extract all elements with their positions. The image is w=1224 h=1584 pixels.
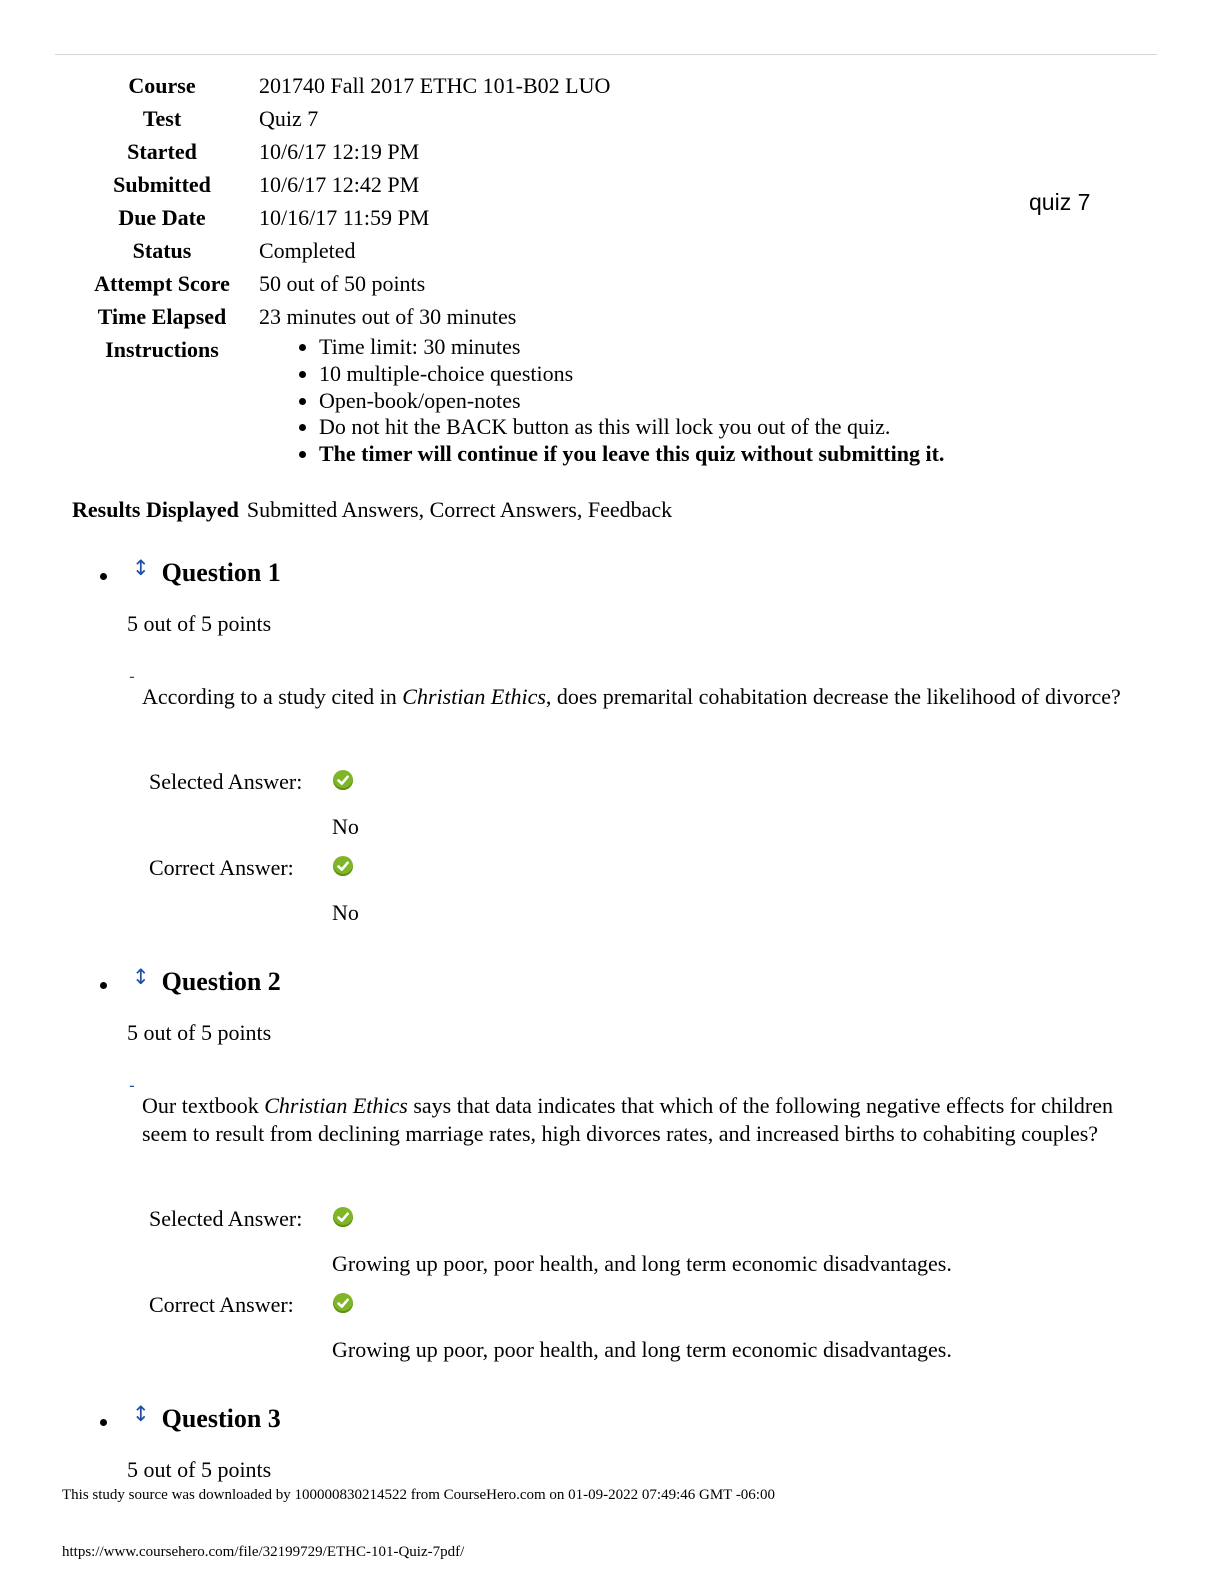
info-value: 10/16/17 11:59 PM <box>259 205 430 230</box>
sort-arrow-icon[interactable]: ↕ <box>132 965 150 989</box>
info-row-started <box>82 136 944 169</box>
results-label: Results Displayed <box>72 497 239 522</box>
source-url[interactable]: https://www.coursehero.com/file/32199729/ETHC-101-Quiz-7pdf/ <box>62 1544 465 1560</box>
info-label: Status <box>132 238 192 263</box>
collapse-toggle[interactable]: - <box>129 667 135 686</box>
info-value: 23 minutes out of 30 minutes <box>259 304 517 329</box>
sort-arrow-icon[interactable]: ↕ <box>132 556 150 580</box>
info-label: Time Elapsed <box>97 304 227 329</box>
info-value: Quiz 7 <box>259 106 319 131</box>
question-title: Question 2 <box>161 967 281 996</box>
instruction-item-bold: • The timer will continue if you leave this quiz without submitting it. <box>319 441 944 468</box>
info-row-attempt-score <box>82 268 944 301</box>
question-title: Question 3 <box>161 1404 281 1433</box>
correct-check-icon <box>333 856 353 876</box>
info-label: Course <box>128 73 196 98</box>
question-points: 5 out of 5 points <box>127 611 272 636</box>
correct-answer-label: Correct Answer: <box>149 1292 294 1317</box>
info-label: Submitted <box>113 172 211 197</box>
info-value: 50 out of 50 points <box>259 271 426 296</box>
info-value: Completed <box>259 238 356 263</box>
info-value: 10/6/17 12:19 PM <box>259 139 420 164</box>
info-value: 10/6/17 12:42 PM <box>259 172 420 197</box>
info-row-time-elapsed <box>82 301 944 334</box>
info-row-due-date <box>82 202 944 235</box>
bullet-icon <box>100 982 107 989</box>
correct-answer-value: Growing up poor, poor health, and long term economic disadvantages. <box>332 1337 952 1362</box>
question-points: 5 out of 5 points <box>127 1020 272 1045</box>
results-displayed <box>72 497 672 523</box>
selected-answer-label: Selected Answer: <box>149 1206 303 1231</box>
info-row-course <box>82 70 944 103</box>
test-info-table <box>82 70 944 468</box>
instruction-item: • Do not hit the BACK button as this will lock you out of the quiz. <box>319 414 944 441</box>
results-value: Submitted Answers, Correct Answers, Feedback <box>246 497 673 522</box>
collapse-toggle[interactable]: - <box>129 1076 135 1095</box>
sort-arrow-icon[interactable]: ↕ <box>132 1402 150 1426</box>
correct-check-icon <box>333 1293 353 1313</box>
correct-answer-value: No <box>332 900 359 925</box>
bullet-icon <box>100 573 107 580</box>
selected-answer-label: Selected Answer: <box>149 769 303 794</box>
selected-answer-value: No <box>332 814 359 839</box>
question-text: According to a study cited in Christian Ethics, does premarital cohabitation decrease the likelihood of divorce? <box>142 684 1121 709</box>
instructions-list <box>259 334 944 468</box>
info-value: 201740 Fall 2017 ETHC 101-B02 LUO <box>259 73 611 98</box>
info-row-test <box>82 103 944 136</box>
top-divider <box>55 54 1157 55</box>
info-label: Test <box>142 106 182 131</box>
question-text: Our textbook Christian Ethics says that data indicates that which of the following negative effects for children seem to result from declining marriage rates, high divorces rates, and increased births to cohabiting couples? <box>142 1093 1114 1146</box>
info-label: Attempt Score <box>94 271 230 296</box>
side-note: quiz 7 <box>1029 189 1091 215</box>
bullet-icon <box>100 1419 107 1426</box>
correct-answer-label: Correct Answer: <box>149 855 294 880</box>
question-title: Question 1 <box>161 558 281 587</box>
info-label: Started <box>127 139 197 164</box>
info-label: Instructions <box>105 337 219 362</box>
instruction-item: • 10 multiple-choice questions <box>319 361 944 388</box>
correct-check-icon <box>333 770 353 790</box>
correct-check-icon <box>333 1207 353 1227</box>
info-row-status <box>82 235 944 268</box>
question-points: 5 out of 5 points <box>127 1457 272 1482</box>
download-source-note: This study source was downloaded by 100000830214522 from CourseHero.com on 01-09-2022 07:49:46 GMT -06:00 <box>62 1487 775 1503</box>
info-label: Due Date <box>118 205 206 230</box>
instruction-item: • Open-book/open-notes <box>319 388 944 415</box>
selected-answer-value: Growing up poor, poor health, and long term economic disadvantages. <box>332 1251 952 1276</box>
info-row-instructions <box>82 334 944 468</box>
instruction-item: • Time limit: 30 minutes <box>319 334 944 361</box>
info-row-submitted <box>82 169 944 202</box>
